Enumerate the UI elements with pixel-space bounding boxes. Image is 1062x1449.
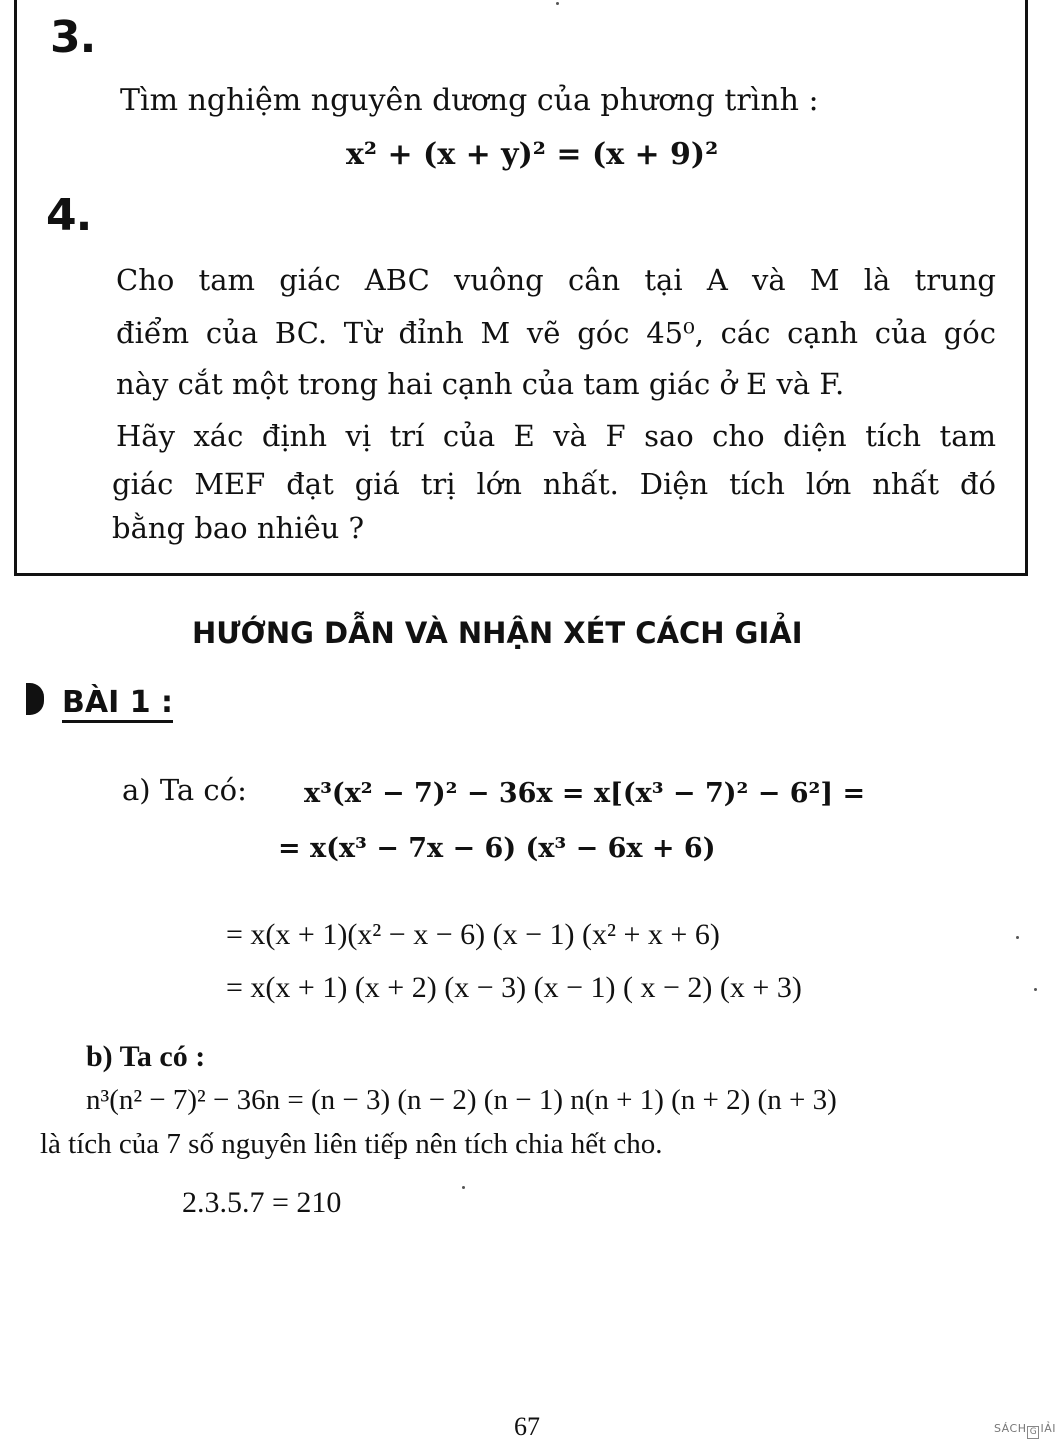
exercise-4-line-1: Cho tam giác ABC vuông cân tại A và M là trung xyxy=(116,263,996,297)
watermark-left: SÁCH xyxy=(994,1422,1027,1435)
exercise-3-text: Tìm nghiệm nguyên dương của phương trình : xyxy=(120,83,819,118)
part-b-line-3: 2.3.5.7 = 210 xyxy=(182,1186,342,1219)
watermark-g-box-icon xyxy=(1027,1426,1039,1439)
watermark-letter: G xyxy=(1029,1427,1038,1437)
exercise-4-number: 4. xyxy=(46,190,92,241)
exercise-4-line-3: này cắt một trong hai cạnh của tam giác ở E và F. xyxy=(116,367,845,401)
exercise-4-line-2: điểm của BC. Từ đỉnh M vẽ góc 45⁰, các cạnh của góc xyxy=(116,316,996,350)
scan-speck xyxy=(462,1186,465,1189)
exercise-4-line-6: bằng bao nhiêu ? xyxy=(112,511,365,545)
part-a-label: a) Ta có: xyxy=(122,773,247,807)
exercise-3-equation: x² + (x + y)² = (x + 9)² xyxy=(346,137,719,172)
watermark-right: IẢI xyxy=(1040,1422,1056,1435)
exercise-4-line-4: Hãy xác định vị trí của E và F sao cho diện tích tam xyxy=(116,419,996,453)
part-b-label: b) Ta có : xyxy=(86,1040,206,1073)
bullet-marker-icon xyxy=(26,683,44,715)
part-a-line-4: = x(x + 1) (x + 2) (x − 3) (x − 1) ( x − 2) (x + 3) xyxy=(226,971,802,1004)
part-a-line-3: = x(x + 1)(x² − x − 6) (x − 1) (x² + x + 6) xyxy=(226,918,720,951)
scan-speck xyxy=(1016,936,1019,939)
exercise-4-line-5: giác MEF đạt giá trị lớn nhất. Diện tích lớn nhất đó xyxy=(112,467,996,501)
section-heading: HƯỚNG DẪN VÀ NHẬN XÉT CÁCH GIẢI xyxy=(192,616,803,650)
scan-speck xyxy=(556,2,559,5)
watermark-logo xyxy=(994,1422,1056,1439)
page-number: 67 xyxy=(514,1412,540,1441)
part-b-line-2: là tích của 7 số nguyên liên tiếp nên tích chia hết cho. xyxy=(40,1128,663,1160)
scan-speck xyxy=(1034,988,1037,991)
bai-1-title: BÀI 1 : xyxy=(62,688,173,723)
exercise-3-number: 3. xyxy=(50,12,96,63)
part-b-line-1: n³(n² − 7)² − 36n = (n − 3) (n − 2) (n − 1) n(n + 1) (n + 2) (n + 3) xyxy=(86,1084,837,1116)
part-a-line-1: x³(x² − 7)² − 36x = x[(x³ − 7)² − 6²] = xyxy=(304,778,866,809)
part-a-line-2: = x(x³ − 7x − 6) (x³ − 6x + 6) xyxy=(278,833,716,864)
